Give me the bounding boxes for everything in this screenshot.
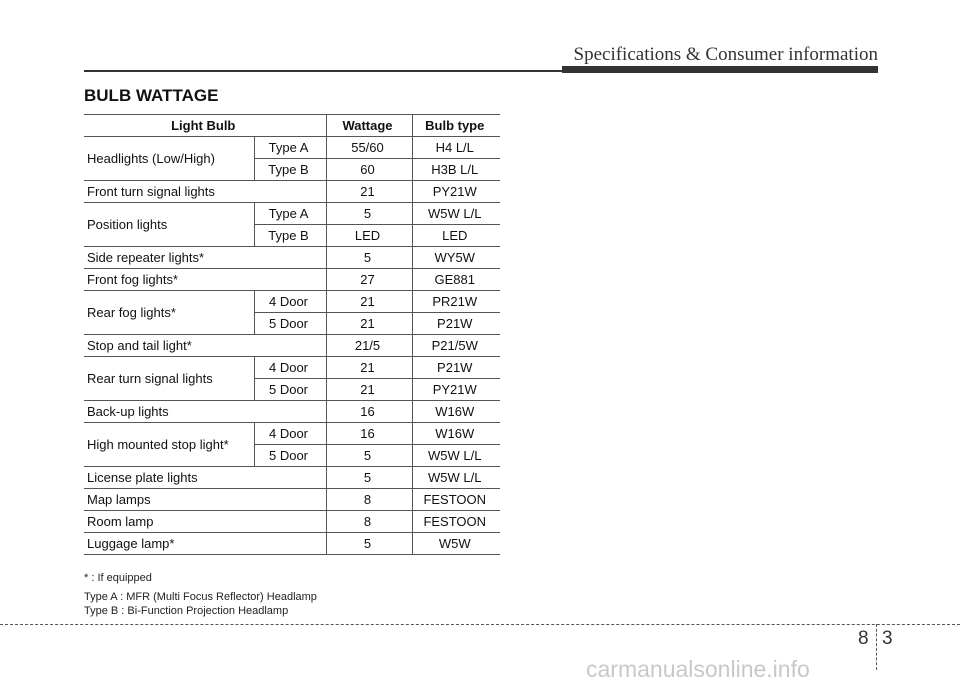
table-row	[84, 357, 500, 379]
footnote-type-b: Type B : Bi-Function Projection Headlamp	[84, 605, 289, 617]
bulb-type-cell: H4 L/L	[412, 137, 500, 159]
column-header-light-bulb: Light Bulb	[84, 115, 326, 137]
bulb-type-cell: W5W	[412, 533, 500, 555]
wattage-cell: 21	[326, 291, 412, 313]
table-row	[84, 137, 500, 159]
variant-cell: 4 Door	[254, 357, 326, 379]
variant-cell: Type A	[254, 203, 326, 225]
bulb-type-cell: FESTOON	[412, 489, 500, 511]
table-row	[84, 181, 500, 203]
table-row	[84, 401, 500, 423]
table-row	[84, 291, 500, 313]
wattage-cell: 5	[326, 467, 412, 489]
column-header-wattage: Wattage	[326, 115, 412, 137]
bulb-type-cell: PY21W	[412, 181, 500, 203]
table-header-row	[84, 115, 500, 137]
footnote-type-a: Type A : MFR (Multi Focus Reflector) Headlamp	[84, 591, 317, 603]
light-name-cell: High mounted stop light*	[84, 423, 254, 467]
footnote-if-equipped: * : If equipped	[84, 572, 152, 584]
bulb-type-cell: W16W	[412, 423, 500, 445]
bulb-type-cell: GE881	[412, 269, 500, 291]
bulb-type-cell: H3B L/L	[412, 159, 500, 181]
table-row	[84, 511, 500, 533]
bulb-type-cell: WY5W	[412, 247, 500, 269]
bulb-type-cell: W5W L/L	[412, 467, 500, 489]
light-name-cell: Rear fog lights*	[84, 291, 254, 335]
variant-cell: Type B	[254, 225, 326, 247]
column-header-bulb-type: Bulb type	[412, 115, 500, 137]
wattage-cell: 27	[326, 269, 412, 291]
bulb-type-cell: LED	[412, 225, 500, 247]
wattage-cell: 16	[326, 401, 412, 423]
section-header-title: Specifications & Consumer information	[573, 44, 878, 65]
variant-cell: Type A	[254, 137, 326, 159]
table-row	[84, 335, 500, 357]
light-name-cell: Headlights (Low/High)	[84, 137, 254, 181]
variant-cell: 4 Door	[254, 423, 326, 445]
bulb-type-cell: P21/5W	[412, 335, 500, 357]
chapter-number: 8	[858, 628, 869, 649]
wattage-cell: 21	[326, 313, 412, 335]
bulb-type-cell: P21W	[412, 357, 500, 379]
wattage-cell: 55/60	[326, 137, 412, 159]
light-name-cell: Luggage lamp*	[84, 533, 326, 555]
bulb-type-cell: P21W	[412, 313, 500, 335]
page-title: BULB WATTAGE	[84, 86, 219, 105]
wattage-cell: 60	[326, 159, 412, 181]
table-row	[84, 247, 500, 269]
wattage-cell: 21/5	[326, 335, 412, 357]
wattage-cell: 5	[326, 203, 412, 225]
wattage-cell: 5	[326, 533, 412, 555]
table-row	[84, 533, 500, 555]
light-name-cell: Rear turn signal lights	[84, 357, 254, 401]
wattage-cell: 21	[326, 357, 412, 379]
footer-divider	[0, 624, 960, 625]
page-number: 3	[882, 628, 893, 649]
light-name-cell: Front fog lights*	[84, 269, 326, 291]
bulb-type-cell: PR21W	[412, 291, 500, 313]
watermark: carmanualsonline.info	[586, 656, 810, 682]
table-row	[84, 203, 500, 225]
table-row	[84, 467, 500, 489]
bulb-type-cell: W16W	[412, 401, 500, 423]
light-name-cell: Room lamp	[84, 511, 326, 533]
bulb-wattage-table	[84, 114, 500, 555]
variant-cell: 5 Door	[254, 313, 326, 335]
wattage-cell: 5	[326, 247, 412, 269]
light-name-cell: Position lights	[84, 203, 254, 247]
light-name-cell: Side repeater lights*	[84, 247, 326, 269]
bulb-type-cell: PY21W	[412, 379, 500, 401]
variant-cell: 5 Door	[254, 379, 326, 401]
table-row	[84, 423, 500, 445]
header-rule-thick	[562, 66, 878, 73]
wattage-cell: 8	[326, 489, 412, 511]
light-name-cell: Stop and tail light*	[84, 335, 326, 357]
wattage-cell: 21	[326, 379, 412, 401]
wattage-cell: LED	[326, 225, 412, 247]
bulb-type-cell: FESTOON	[412, 511, 500, 533]
variant-cell: 5 Door	[254, 445, 326, 467]
bulb-type-cell: W5W L/L	[412, 445, 500, 467]
wattage-cell: 21	[326, 181, 412, 203]
variant-cell: 4 Door	[254, 291, 326, 313]
light-name-cell: Front turn signal lights	[84, 181, 326, 203]
variant-cell: Type B	[254, 159, 326, 181]
wattage-cell: 5	[326, 445, 412, 467]
table-row	[84, 489, 500, 511]
bulb-type-cell: W5W L/L	[412, 203, 500, 225]
header-rule-thin	[84, 70, 564, 72]
light-name-cell: Map lamps	[84, 489, 326, 511]
table-row	[84, 269, 500, 291]
wattage-cell: 16	[326, 423, 412, 445]
wattage-cell: 8	[326, 511, 412, 533]
page-number-divider	[876, 624, 877, 670]
light-name-cell: License plate lights	[84, 467, 326, 489]
light-name-cell: Back-up lights	[84, 401, 326, 423]
